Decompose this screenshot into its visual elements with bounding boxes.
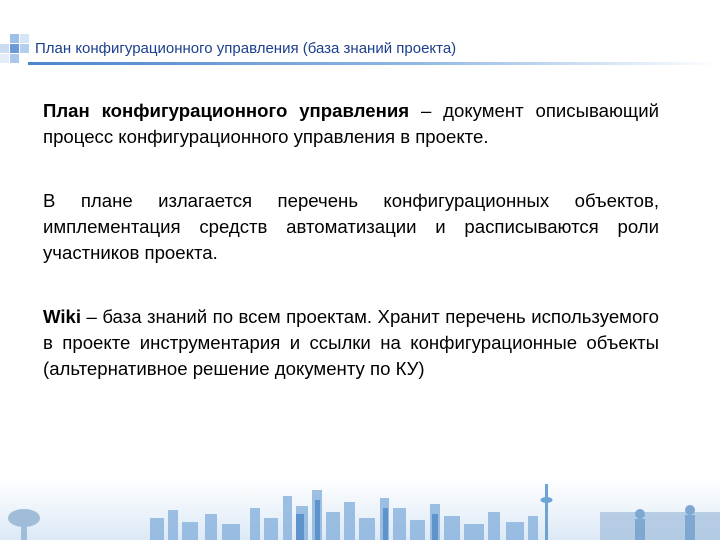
city-skyline-decoration bbox=[0, 478, 720, 540]
paragraph-3-term: Wiki bbox=[43, 306, 82, 327]
slide-title: План конфигурационного управления (база знаний проекта) bbox=[35, 40, 457, 57]
content-area bbox=[43, 98, 659, 420]
header-divider bbox=[28, 62, 720, 65]
header-mosaic-decoration bbox=[0, 34, 30, 68]
paragraph-1-term: План конфигурационного управления bbox=[43, 100, 410, 121]
paragraph-1 bbox=[43, 98, 659, 150]
paragraph-3-text: – база знаний по всем проектам. Хранит перечень используемого в проекте инструментария и ссылки на конфигурационные объекты (альтернативное решение документу по КУ) bbox=[43, 306, 659, 379]
paragraph-2-text: В плане излагается перечень конфигурационных объектов, имплементация средств автоматизации и расписываются роли участников проекта. bbox=[43, 190, 659, 263]
paragraph-1-text: – документ описывающий процесс конфигурационного управления в проекте. bbox=[43, 100, 659, 147]
paragraph-2 bbox=[43, 188, 659, 266]
paragraph-3 bbox=[43, 304, 659, 382]
